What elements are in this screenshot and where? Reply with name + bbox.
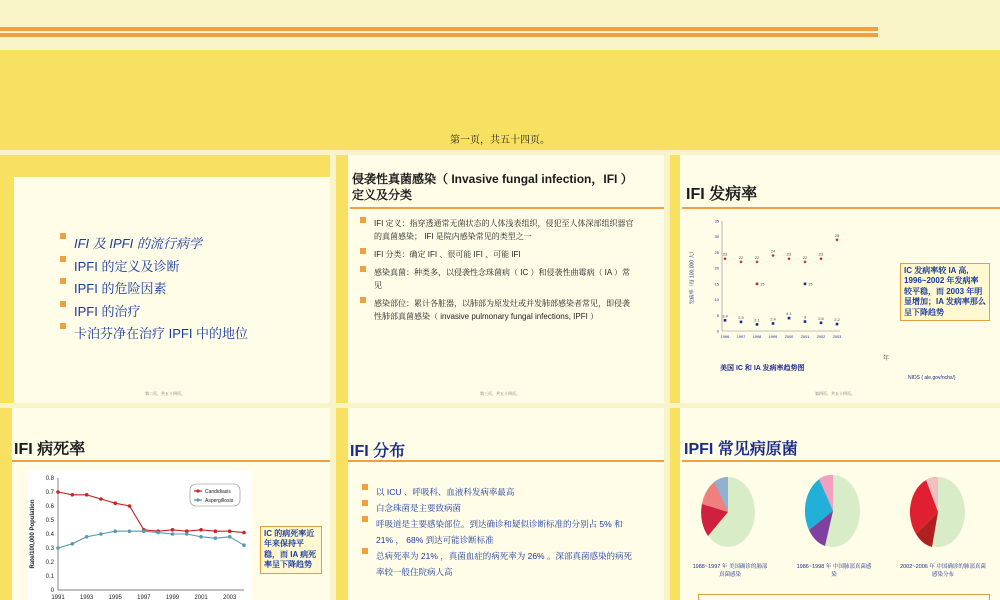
y-tick-label: 0 [716,328,719,334]
data-point [199,535,203,539]
y-tick-label: 10 [714,297,719,303]
top-accent-bar [0,33,878,37]
pie-caption: 1988~1997 年 美国确诊的肺部真菌感染 [692,564,768,578]
definition-item: 感染部位：累计各脏器，以肺部为原发灶或并发肺部感染者常见，即侵袭性肺部真菌感染（ invasive pulmonary fungal infections, IPFI ） [360,297,635,323]
data-label: 29 [834,232,840,238]
data-label: 15 [760,281,765,287]
incidence-note: IC 发病率较 IA 高, 1996~2002 年发病率较平稳，而 2003 年明显增加；IA 发病率那么呈下降趋势 [900,263,990,321]
distribution-item: 总病死率为 21% ，真菌血症的病死率为 26% 。深部真菌感染的病死率较一般住院病人高 [362,548,637,580]
x-tick-label: 1991 [51,595,65,600]
legend-marker [196,498,199,501]
x-tick-label: 2001 [194,595,208,600]
pie-caption: 2002~2006 年 中国确诊的肺部真菌感染分布 [900,564,986,578]
mortality-note: IC 的病死率近年来保持平稳，而 IA 病死率呈下降趋势 [260,526,322,574]
data-point [56,490,60,494]
data-point [771,254,774,257]
chart-caption: 美国 IC 和 IA 发病率趋势图 [720,365,805,372]
slide-side-band [670,408,680,600]
y-tick-label: 0.1 [45,574,54,580]
title-underline [350,207,664,209]
slide-thumbnail-4[interactable] [0,408,330,600]
y-tick-label: 35 [714,218,719,224]
data-label: 2.4 [770,316,776,322]
slide-footer: 第二页，共五十四页。 [145,391,185,396]
data-point [819,257,822,260]
distribution-item: 白念珠菌是主要致病菌 [362,500,637,516]
x-tick-label: 1998 [752,335,762,339]
data-point [740,321,743,324]
toc-item: IFI 及 IPFI 的流行病学 [60,233,248,256]
slide-side-band [0,155,14,403]
data-point [171,532,175,536]
data-point [128,504,132,508]
data-point [71,493,75,497]
bottom-box-edge [698,594,990,600]
data-label: 23 [818,251,824,257]
data-point [803,260,806,263]
y-tick-label: 15 [714,281,719,287]
data-point [835,238,838,241]
pie-chart-3 [910,476,966,548]
slide-side-band [0,408,12,600]
x-tick-label: 1997 [736,335,746,339]
slide-title: 侵袭性真菌感染（ Invasive fungal infection，IFI ）定义及分类 [352,172,633,202]
slide-side-band [670,155,680,403]
y-tick-label: 0 [50,588,54,594]
data-point [242,531,246,535]
distribution-item: 呼吸道是主要感染部位。到达确诊和疑似诊断标准的分别占 5% 和 21% ， 68% 到达可能诊断标准 [362,516,637,548]
x-tick-label: 1993 [79,595,94,600]
incidence-chart [704,217,844,347]
x-tick-label: 2000 [784,335,794,339]
y-tick-label: 0.4 [45,532,54,538]
data-point [113,501,117,505]
data-point [724,319,727,322]
chart-ylabel: 发病率（每 100,000 人） [689,248,696,305]
data-point [804,320,807,323]
data-point [723,257,726,260]
data-point [128,529,132,533]
slide-thumbnail-3[interactable] [670,155,1000,403]
y-axis-label: Rate/100,000 Population [30,499,36,569]
data-point [142,529,146,533]
y-tick-label: 30 [714,234,719,240]
data-label: 15 [808,281,813,287]
title-underline [12,460,330,462]
slide-thumbnail-1[interactable] [0,155,330,403]
data-point [787,257,790,260]
definition-list [360,217,635,323]
pie-caption: 1986~1998 年 中国肺部真菌感染 [796,564,872,578]
legend-label: Aspergillosis [205,498,234,504]
pie-chart-2 [805,474,861,548]
mortality-chart [28,470,252,600]
x-tick-label: 1999 [165,595,180,600]
data-point [739,260,742,263]
title-underline [348,460,664,462]
data-point [772,322,775,325]
data-label: 4.1 [786,311,792,317]
data-point [99,532,103,536]
data-label: 2.2 [834,317,840,323]
y-tick-label: 0.2 [45,560,54,566]
y-tick-label: 5 [716,312,719,318]
top-accent-bar [0,27,878,31]
data-point [199,528,203,532]
slide-title: IFI 分布 [350,443,406,460]
title-underline [682,207,1000,209]
data-point [756,283,759,286]
data-point [228,535,232,539]
data-point [71,542,75,546]
data-label: 3 [803,314,807,320]
slide-thumbnail-2[interactable] [336,155,664,403]
x-tick-label: 1999 [768,335,778,339]
pie-chart-1 [700,476,756,548]
x-tick-label: 2003 [223,595,237,600]
toc-item: IPFI 的危险因素 [60,278,248,301]
data-point [56,546,60,550]
data-point [99,497,103,501]
slide-thumbnail-6[interactable] [670,408,1000,600]
data-label: 22 [738,254,744,260]
x-tick-label: 2003 [832,335,842,339]
definition-item: IFI 分类：确定 IFI 、很可能 IFI 、可能 IFI [360,248,635,261]
y-tick-label: 20 [714,265,719,271]
y-tick-label: 0.5 [45,518,54,524]
distribution-item: 以 ICU 、呼吸科、血液科发病率最高 [362,484,637,500]
data-point [820,322,823,325]
data-point [788,317,791,320]
slide-title: IPFI 常见病原菌 [684,441,798,458]
chart-source: NIDS ( ale.gov/nchs/) [908,375,956,381]
x-tick-label: 2002 [816,335,826,339]
data-point [185,532,189,536]
y-tick-label: 25 [714,249,719,255]
y-tick-label: 0.8 [45,476,54,482]
data-label: 24 [770,248,776,254]
data-point [113,529,117,533]
data-point [214,529,218,533]
y-tick-label: 0.7 [45,490,54,496]
definition-item: 感染真菌：种类多，以侵袭性念珠菌病（ IC ）和侵袭性曲霉病（ IA ）常见 [360,266,635,292]
data-label: 22 [754,254,760,260]
data-point [214,536,218,540]
data-label: 2.6 [818,315,824,321]
y-tick-label: 0.6 [45,504,54,510]
x-tick-label: 1995 [108,595,122,600]
legend-label: Candidiasis [205,489,231,495]
data-point [755,260,758,263]
chart-xunit: 年 [883,356,890,362]
data-point [85,535,89,539]
data-point [756,323,759,326]
data-label: 23 [786,251,792,257]
data-point [836,323,839,326]
data-point [171,528,175,532]
legend-marker [196,489,199,492]
data-label: 3.4 [722,313,728,319]
toc-item: IPFI 的定义及诊断 [60,256,248,279]
slide-header-band [0,155,330,177]
data-label: 23 [722,251,728,257]
data-label: 2.9 [738,314,744,320]
x-tick-label: 1997 [137,595,151,600]
toc-item: IPFI 的治疗 [60,301,248,324]
x-tick-label: 2001 [800,335,810,339]
slide-footer: 第四页，共五十四页。 [815,391,855,396]
data-point [242,543,246,547]
y-tick-label: 0.3 [45,546,54,552]
slide-title: IFI 病死率 [14,441,86,458]
slide-title: IFI 发病率 [686,186,758,203]
toc-list [60,233,248,346]
slide-footer: 第三页，共五十四页。 [480,391,520,396]
slide-side-band [336,408,348,600]
page-label: 第一页，共五十四页。 [450,135,550,146]
data-point [156,531,160,535]
data-point [228,529,232,533]
data-point [85,493,89,497]
slide-thumbnail-5[interactable] [336,408,664,600]
data-point [804,283,807,286]
title-underline [682,460,1000,462]
distribution-list [362,484,637,580]
x-tick-label: 1996 [720,335,730,339]
toc-item: 卡泊芬净在治疗 IPFI 中的地位 [60,323,248,346]
slide-side-band [336,155,348,403]
definition-item: IFI 定义：指穿透通常无菌状态的人体浅表组织，侵犯至人体深部组织器官的真菌感染； IFI 是院内感染常见的类型之一 [360,217,635,243]
data-label: 2.1 [754,317,760,323]
data-label: 22 [802,254,808,260]
